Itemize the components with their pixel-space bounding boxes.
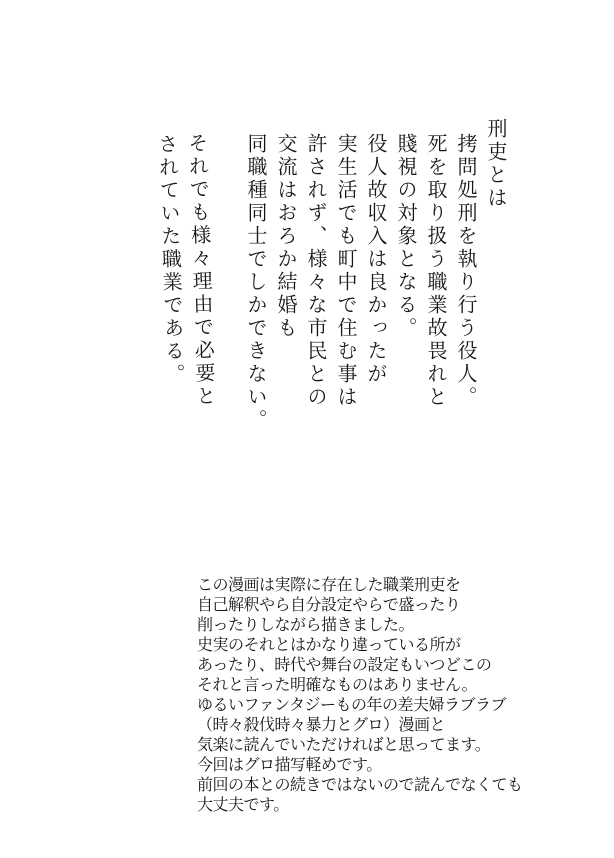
afterword-line: 今回はグロ描写軽めです。	[197, 755, 382, 774]
intro-line: 交流はおろか結婚も	[274, 133, 298, 340]
afterword-line: それと言った明確なものはありません。	[197, 675, 477, 694]
intro-line: 拷問処刑を執り行う役人。	[454, 133, 478, 409]
afterword-line: あったり、時代や舞台の設定もいつどこの	[197, 655, 492, 674]
intro-title: 刑吏とは	[484, 118, 508, 210]
afterword-line: 自己解釈やら自分設定やらで盛ったり	[197, 595, 461, 614]
intro-line: それでも様々理由で必要と	[184, 132, 218, 409]
afterword-line: 削ったりしながら描きました。	[197, 615, 415, 634]
intro-line: 役人故収入は良かったが	[364, 133, 388, 386]
afterword-line: （時々殺伐時々暴力とグロ）漫画と	[197, 715, 446, 734]
afterword-line: ゆるいファンタジーもの年の差夫婦ラブラブ	[197, 695, 507, 714]
intro-line: 許されず、様々な市民との	[304, 133, 328, 409]
intro-line: 同職種同士でしかできない。	[244, 133, 268, 432]
intro-line: 賤視の対象となる。	[394, 133, 418, 340]
intro-line: 死を取り扱う職業故畏れと	[424, 133, 448, 409]
afterword-line: 気楽に読んでいただければと思ってます。	[197, 735, 491, 754]
intro-line: 実生活でも町中で住む事は	[334, 133, 358, 409]
afterword-line: 大丈夫です。	[197, 795, 289, 814]
afterword-line: 前回の本との続きではないので読んでなくても	[197, 775, 523, 794]
afterword-line: 史実のそれとはかなり違っている所が	[197, 635, 461, 654]
afterword-text	[197, 575, 523, 815]
intro-closing-paragraph	[151, 117, 222, 471]
intro-line: されていた職業である。	[154, 133, 187, 387]
afterword-line: この漫画は実際に存在した職業刑吏を	[197, 575, 461, 594]
intro-vertical-text	[151, 118, 511, 470]
